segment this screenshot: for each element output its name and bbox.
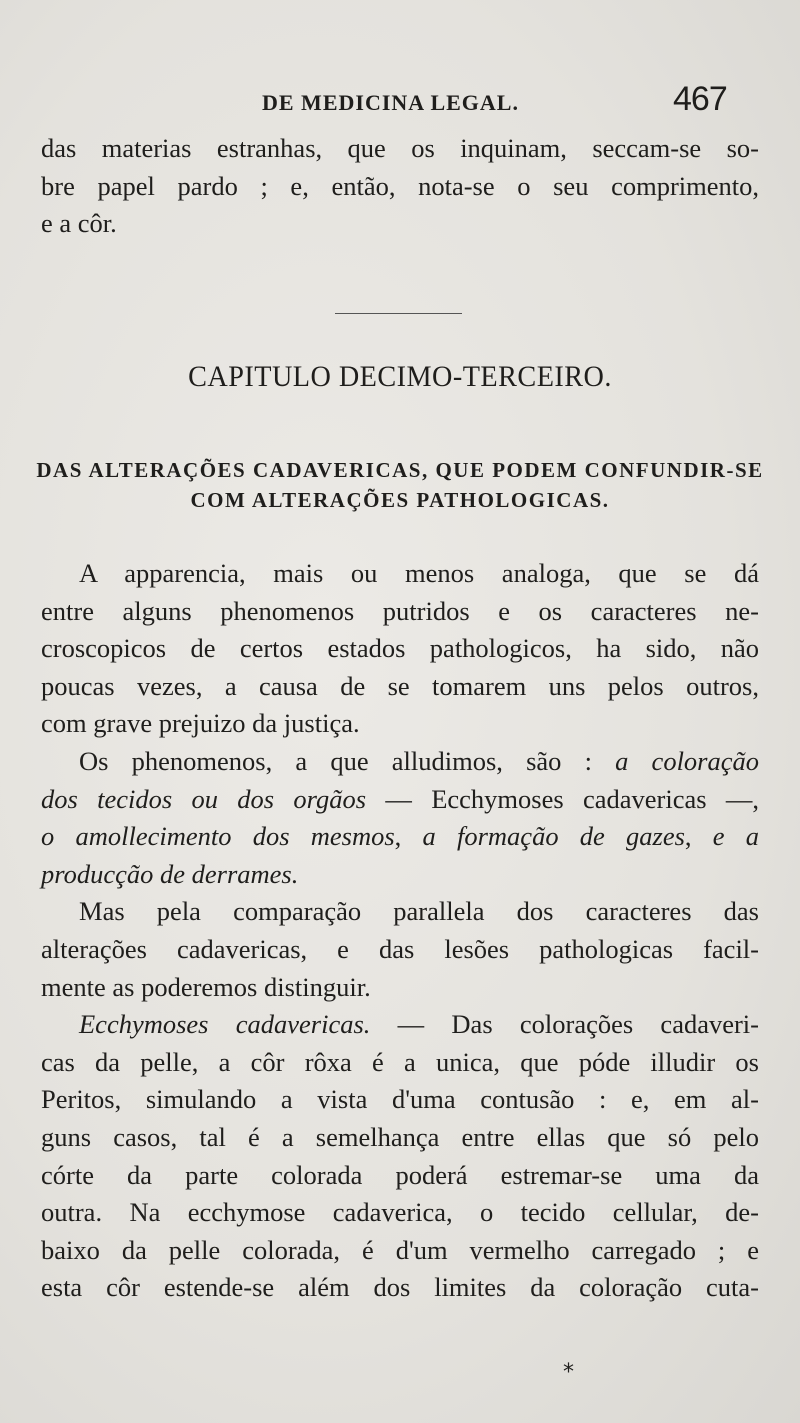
text-line: Peritos, simulando a vista d'uma contusão : e, em al-	[41, 1084, 759, 1115]
text-run: ,	[394, 821, 423, 852]
running-head: DE MEDICINA LEGAL.	[262, 90, 519, 115]
text-line: entre alguns phenomenos putridos e os caracteres ne-	[41, 595, 759, 626]
text-line: poucas vezes, a causa de se tomarem uns pelos outros,	[41, 670, 759, 701]
text-line: bre papel pardo ; e, então, nota-se o seu comprimento,	[41, 170, 759, 201]
text-run: ,	[684, 821, 713, 852]
intro-paragraph	[41, 130, 759, 243]
main-text	[41, 555, 759, 1307]
text-line	[41, 818, 759, 856]
text-line: cas da pelle, a côr rôxa é a unica, que póde illudir os	[41, 1046, 759, 1077]
italic-run: a coloração	[615, 745, 759, 776]
page-header	[0, 78, 800, 118]
text-line: com grave prejuizo da justiça.	[41, 708, 360, 739]
text-line: e a côr.	[41, 208, 117, 239]
text-line: guns casos, tal é a semelhança entre ellas que só pelo	[41, 1121, 759, 1152]
text-line: córte da parte colorada poderá estremar-se uma da	[41, 1159, 759, 1190]
chapter-subtitle-line1: DAS ALTERAÇÕES CADAVERICAS, QUE PODEM CONFUNDIR-SE	[36, 458, 764, 482]
text-line: baixo da pelle colorada, é d'um vermelho carregado ; e	[41, 1234, 759, 1265]
italic-run: Ecchymoses cadavericas.	[79, 1009, 371, 1040]
page-number: 467	[673, 80, 727, 118]
text-line: das materias estranhas, que os inquinam, seccam-se so-	[41, 133, 759, 163]
text-line: Mas pela comparação parallela dos caracteres das	[79, 896, 759, 927]
italic-run: producção de derrames.	[41, 858, 299, 889]
text-line	[41, 781, 759, 819]
text-line: croscopicos de certos estados pathologicos, ha sido, não	[41, 633, 759, 664]
chapter-title: CAPITULO DECIMO-TERCEIRO.	[188, 360, 612, 393]
text-run: — Das colorações cadaveri-	[370, 1009, 759, 1040]
text-line	[41, 856, 759, 894]
text-line	[41, 743, 759, 781]
text-line: A apparencia, mais ou menos analoga, que se dá	[79, 558, 759, 588]
chapter-subtitle-line2: COM ALTERAÇÕES PATHOLOGICAS.	[190, 488, 610, 512]
text-line: esta côr estende-se além dos limites da coloração cuta-	[41, 1272, 759, 1303]
text-line	[41, 1006, 759, 1044]
text-run: Os phenomenos, a que alludimos, são :	[79, 745, 616, 776]
text-run: — Ecchymoses cadavericas —,	[366, 783, 759, 814]
italic-run: dos tecidos ou dos orgãos	[41, 783, 367, 814]
signature-mark: *	[563, 1360, 574, 1385]
italic-run: o amollecimento dos mesmos	[41, 821, 395, 852]
text-line: alterações cadavericas, e das lesões pathologicas facil-	[41, 933, 759, 964]
text-line: outra. Na ecchymose cadaverica, o tecido cellular, de-	[41, 1197, 759, 1228]
text-line: mente as poderemos distinguir.	[41, 971, 371, 1002]
italic-run: a formação de gazes	[422, 821, 685, 852]
section-divider	[335, 313, 462, 314]
italic-run: e a	[712, 821, 760, 852]
